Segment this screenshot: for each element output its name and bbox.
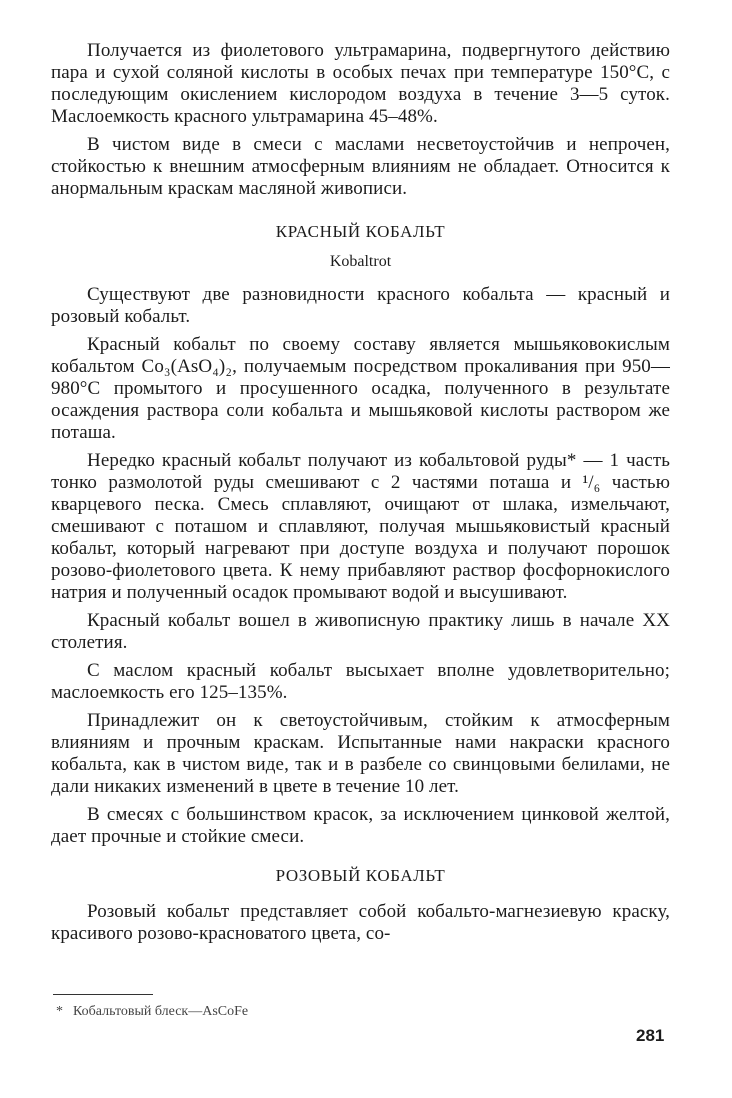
paragraph-red-cobalt-6: Принадлежит он к светоустойчивым, стойким к атмосферным влияниям и прочным краскам. Испытанные нами накраски красного кобальта, как в чистом виде, так и в разбеле со свинцовыми белилами, не дали никаких изменений в цвете в течение 10 лет. [51, 710, 670, 797]
heading-red-cobalt: КРАСНЫЙ КОБАЛЬТ [275, 222, 446, 241]
footnote-divider [53, 994, 153, 995]
section-red-cobalt [51, 222, 670, 848]
page-number: 281 [636, 1026, 665, 1045]
section-pink-cobalt [51, 866, 670, 945]
heading-pink-cobalt: РОЗОВЫЙ КОБАЛЬТ [275, 866, 446, 885]
paragraph-red-cobalt-3: Нередко красный кобальт получают из кобальтовой руды* — 1 часть тонко размолотой руды смешивают с 2 частями поташа и ¹/₆ частью кварцевого песка. Смесь сплавляют, очищают от шлака, измельчают, смешивают с поташом и сплавляют, получая мышьяковистый красный кобальт, который нагревают при доступе воздуха и получают порошок розово-фиолетового цвета. К нему прибавляют раствор фосфорнокислого натрия и полученный осадок промывают водой и высушивают. [51, 450, 670, 603]
paragraph-intro-2: В чистом виде в смеси с маслами несветоустойчив и непрочен, стойкостью к внешним атмосферным влияниям не обладает. Относится к анормальным краскам масляной живописи. [51, 134, 670, 199]
paragraph-pink-cobalt-1: Розовый кобальт представляет собой кобальто-магнезиевую краску, красивого розово-красноватого цвета, со- [51, 901, 670, 944]
paragraph-red-cobalt-5: С маслом красный кобальт высыхает вполне удовлетворительно; маслоемкость его 125–135%. [51, 660, 670, 703]
paragraph-red-cobalt-7: В смесях с большинством красок, за исключением цинковой желтой, дает прочные и стойкие смеси. [51, 804, 670, 847]
footnote [56, 1003, 248, 1021]
footnote-text: Кобальтовый блеск—AsCoFe [73, 1004, 249, 1019]
page-body [51, 40, 670, 945]
subheading-kobaltrot: Kobaltrot [329, 253, 392, 270]
footnote-mark: * [56, 1004, 63, 1019]
paragraph-red-cobalt-4: Красный кобальт вошел в живописную практику лишь в начале XX столетия. [51, 610, 670, 653]
paragraph-intro-1: Получается из фиолетового ультрамарина, подвергнутого действию пара и сухой соляной кислоты в особых печах при температуре 150°С, с последующим окислением кислородом воздуха в течение 3—5 суток. Маслоемкость красного ультрамарина 45–48%. [51, 40, 670, 127]
paragraph-red-cobalt-2: Красный кобальт по своему составу является мышьяковокислым кобальтом Co₃(AsO₄)₂, получаемым посредством прокаливания при 950—980°С промытого и просушенного осадка, полученного в результате осаждения раствора соли кобальта и мышьяковой кислоты раствором же поташа. [51, 334, 670, 443]
paragraph-red-cobalt-1: Существуют две разновидности красного кобальта — красный и розовый кобальт. [51, 284, 670, 327]
